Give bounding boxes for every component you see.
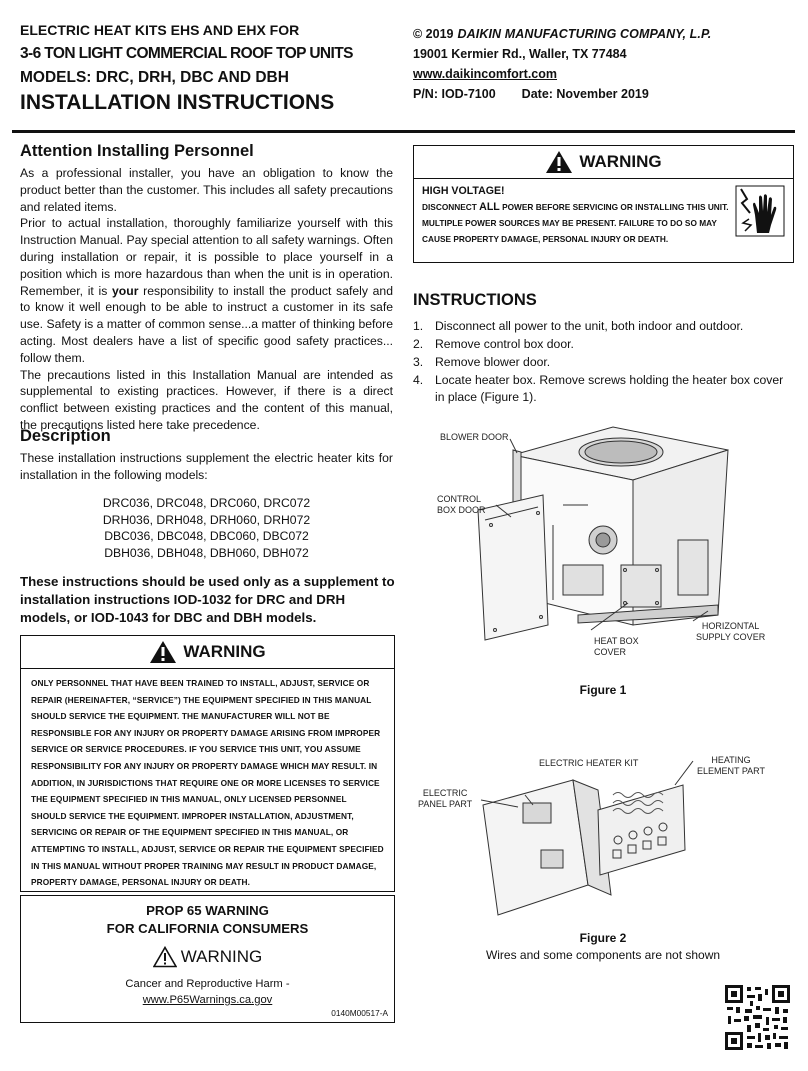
prop65-warning-word: WARNING — [180, 947, 263, 966]
figure-2-caption: Figure 2 Wires and some components are not shown — [413, 930, 793, 964]
qr-code-icon — [725, 985, 790, 1050]
figure-2-heater-kit-drawing — [413, 755, 793, 920]
prop65-text: Cancer and Reproductive Harm - — [125, 978, 290, 990]
company-address: 19001 Kermier Rd., Waller, TX 77484 — [413, 47, 627, 61]
warning-header — [414, 146, 793, 179]
attention-title: Attention Installing Personnel — [20, 142, 254, 160]
figure-1-caption: Figure 1 — [579, 683, 627, 697]
supplement-note: These instructions should be used only as a supplement to installation instructions IOD-1032 for DRC and DRH models, or IOD-1043 for DBC and DBH models. — [20, 574, 395, 625]
instruction-step: 3. Remove blower door. — [413, 355, 551, 369]
figure-2-subcaption: Wires and some components are not shown — [485, 948, 721, 962]
heating-element-part-label: HEATING ELEMENT PART — [697, 755, 766, 776]
title-line-2: 3-6 TON LIGHT COMMERCIAL ROOF TOP UNITS — [20, 45, 353, 62]
prop65-title-1: PROP 65 WARNING — [146, 903, 269, 918]
website-link[interactable]: www.daikincomfort.com — [413, 67, 558, 81]
model-row: DRH036, DRH048, DRH060, DRH072 — [102, 512, 311, 527]
model-row: DRC036, DRC048, DRC060, DRC072 — [102, 496, 311, 510]
heat-box-cover-label: HEAT BOX COVER — [594, 636, 639, 657]
instruction-step: 4. Locate heater box. Remove screws holding the heater box cover in place (Figure 1). — [413, 373, 784, 404]
blower-door-label: BLOWER DOOR — [440, 432, 509, 442]
instruction-step: 2. Remove control box door. — [413, 337, 574, 351]
warning-triangle-icon — [149, 640, 177, 664]
document-date: Date: November 2019 — [521, 87, 649, 101]
description-section — [20, 427, 393, 484]
part-number: P/N: IOD-7100 — [413, 87, 496, 101]
service-warning-text: ONLY PERSONNEL THAT HAVE BEEN TRAINED TO INSTALL, ADJUST, SERVICE OR REPAIR (HEREINAFTER, “SERVICE”) THE EQUIPMENT SPECIFIED IN THIS MANUAL SHOULD SERVICE THE EQUIPMENT. THE MANUFACTURER WILL NOT BE RESPONSIBLE FOR ANY INJURY OR PROPERTY DAMAGE ARISING FROM IMPROPER SERVICE OR SERVICE PROCEDURES. IF YOU SERVICE THIS UNIT, YOU ASSUME RESPONSIBILITY FOR ANY INJURY OR PROPERTY DAMAGE WHICH MAY RESULT. IN ADDITION, IN JURISDICTIONS THAT REQUIRE ONE OR MORE LICENSES TO SERVICE THE EQUIPMENT SPECIFIED IN THIS MANUAL, ONLY LICENSED PERSONNEL SHOULD SERVICE THE EQUIPMENT. IMPROPER INSTALLATION, ADJUSTMENT, SERVICING OR REPAIR OF THE EQUIPMENT SPECIFIED IN THIS MANUAL, OR ATTEMPTING TO INSTALL, ADJUST, SERVICE OR REPAIR THE EQUIPMENT SPECIFIED IN THIS MANUAL WITHOUT PROPER TRAINING MAY RESULT IN PRODUCT DAMAGE, PROPERTY DAMAGE, PERSONAL INJURY OR DEATH. — [31, 678, 384, 888]
high-voltage-heading: HIGH VOLTAGE! — [422, 185, 505, 197]
warning-triangle-outline-icon — [153, 946, 177, 968]
copyright: © 2019 — [413, 27, 454, 41]
electric-shock-hand-icon — [735, 185, 785, 237]
description-text: These installation instructions supplement the electric heater kits for installation in the following models: — [20, 451, 393, 482]
electric-heater-kit-label: ELECTRIC HEATER KIT — [539, 758, 639, 768]
emphasis-your: your — [112, 283, 139, 298]
prop65-title-2: FOR CALIFORNIA CONSUMERS — [106, 921, 309, 936]
model-row: DBC036, DBC048, DBC060, DBC072 — [104, 529, 309, 543]
warning-triangle-icon — [545, 150, 573, 174]
high-voltage-text: DISCONNECT ALL POWER BEFORE SERVICING OR INSTALLING THIS UNIT. MULTIPLE POWER SOURCES MAY BE PRESENT. FAILURE TO DO SO MAY CAUSE PROPERTY DAMAGE, PERSONAL INJURY OR DEATH. — [422, 201, 729, 244]
instructions-title: INSTRUCTIONS — [413, 291, 537, 309]
header-divider — [12, 130, 795, 133]
attention-paragraph-1: As a professional installer, you have an obligation to know the product better than the customer. This includes all safety precautions and related items. — [20, 166, 393, 214]
instruction-steps — [413, 318, 793, 407]
company-info — [413, 24, 793, 104]
warning-header — [21, 636, 394, 669]
company-name: DAIKIN MANUFACTURING COMPANY, L.P. — [457, 27, 712, 41]
service-warning-box — [20, 635, 395, 892]
control-box-door-label: CONTROL BOX DOOR — [437, 494, 486, 515]
title-line-1: ELECTRIC HEAT KITS EHS AND EHX FOR — [20, 22, 300, 38]
electric-panel-part-label: ELECTRIC PANEL PART — [418, 788, 473, 809]
prop65-code: 0140M00517-A — [331, 1008, 388, 1018]
warning-title: WARNING — [183, 642, 266, 661]
model-list — [20, 495, 393, 561]
title-line-4: INSTALLATION INSTRUCTIONS — [20, 91, 335, 114]
warning-title: WARNING — [579, 152, 662, 171]
horizontal-supply-cover-label: HORIZONTAL SUPPLY COVER — [696, 621, 766, 642]
model-row: DBH036, DBH048, DBH060, DBH072 — [104, 545, 309, 560]
instruction-step: 1. Disconnect all power to the unit, both indoor and outdoor. — [413, 319, 744, 333]
prop65-box — [20, 895, 395, 1023]
attention-paragraph-2: Prior to actual installation, thoroughly familiarize yourself with this Instruction Manual. Pay special attention to all safety warnings. Often during installation or repair, it is possible to place yourself in a position which is more hazardous than when the unit is in operation. Remember, it is your responsibility to install the product safely and to know it well enough to be able to instruct a customer in its safe use. Safety is a matter of common sense...a matter of thinking before acting. Most dealers have a list of specific good safety practices... follow them. — [20, 216, 393, 365]
document-title — [20, 20, 400, 116]
attention-paragraph-3: The precautions listed in this Installation Manual are intended as supplemental to existing practices. However, if there is a direct conflict between existing practices and the content of this manual, the precautions listed here take precedence. — [20, 367, 393, 432]
title-line-3: MODELS: DRC, DRH, DBC AND DBH — [20, 69, 289, 86]
description-title: Description — [20, 427, 111, 445]
prop65-link[interactable]: www.P65Warnings.ca.gov — [142, 994, 273, 1006]
attention-section — [20, 142, 393, 434]
